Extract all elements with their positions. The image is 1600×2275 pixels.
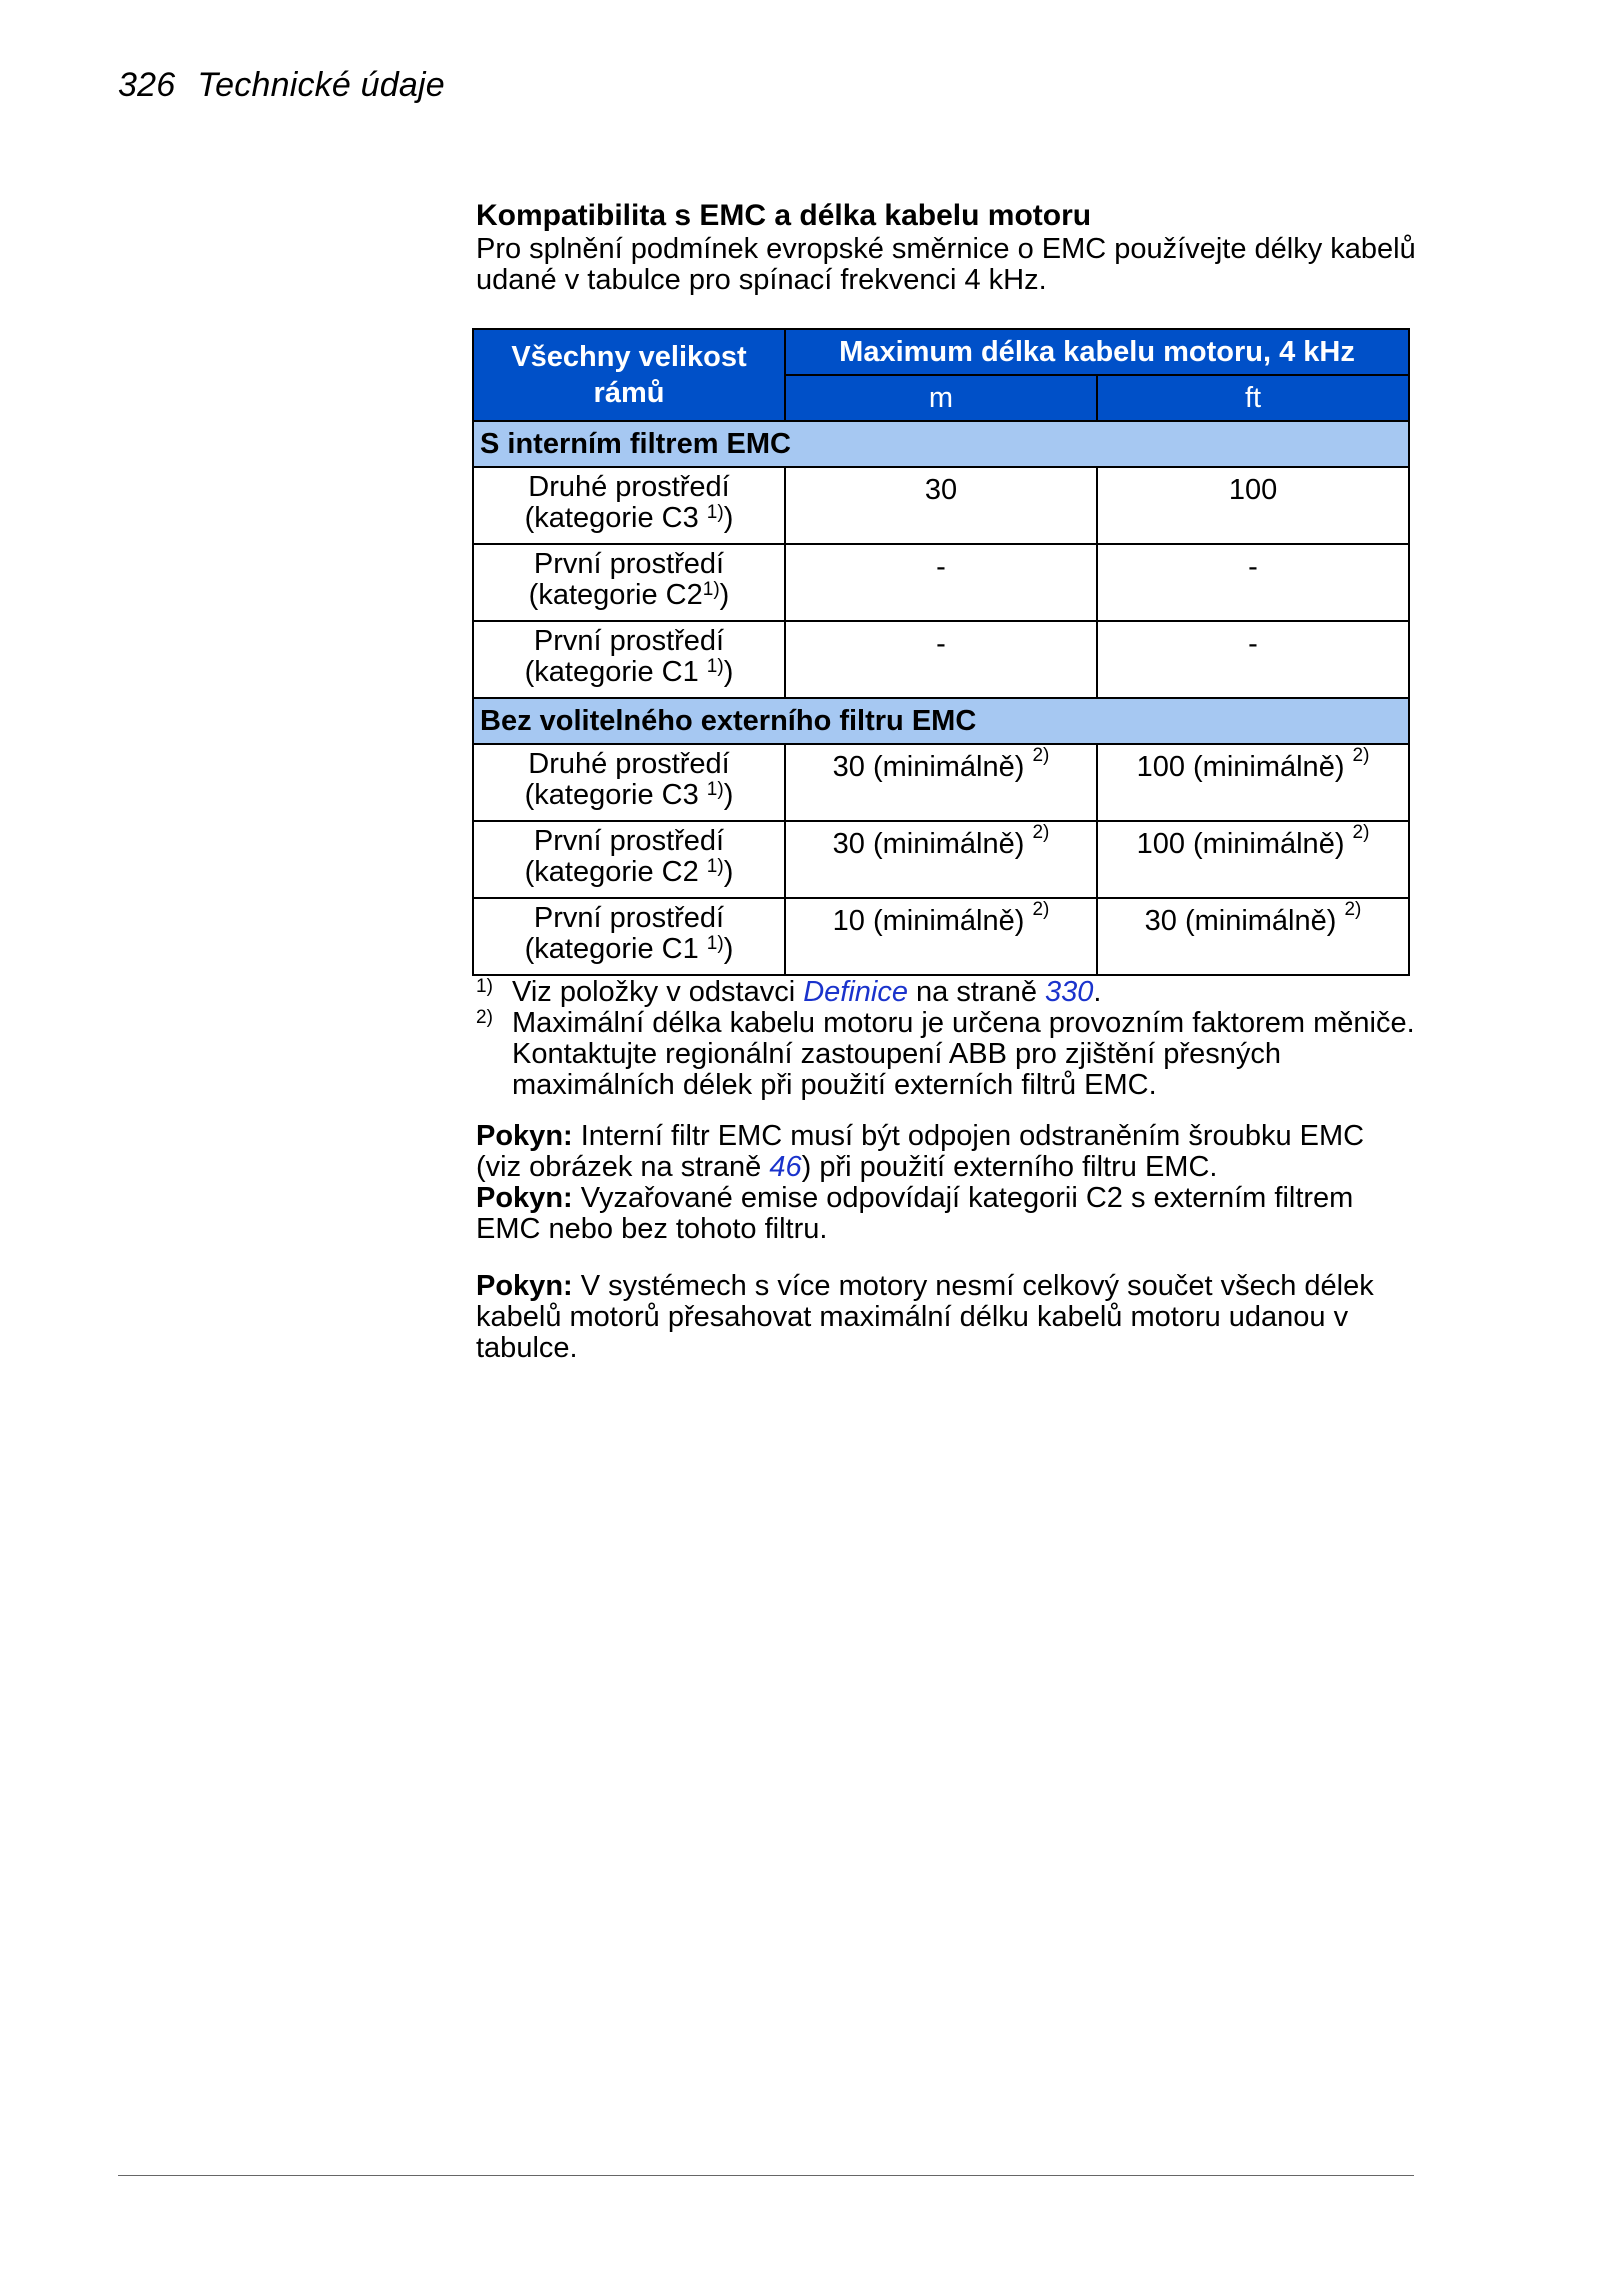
row-label: První prostředí (kategorie C1 $^{1)}$) (473, 898, 785, 975)
notes-block (476, 977, 1416, 1364)
row-label: První prostředí (kategorie C2$^{1)}$) (473, 544, 785, 621)
value-m: - (785, 544, 1097, 621)
footnote-text: Maximální délka kabelu motoru je určena provozním faktorem měniče. Kontaktujte regionální zastoupení ABB pro zjištění přesných maximálních délek při použití externích filtrů EMC. (512, 1007, 1415, 1101)
value-m: - (785, 621, 1097, 698)
max-length-header: Maximum délka kabelu motoru, 4 kHz (785, 329, 1409, 375)
value-ft: 100 (minimálně) $^{2)}$ (1097, 744, 1409, 821)
page-header (118, 66, 445, 105)
table-row (473, 821, 1409, 898)
unit-m-header: m (785, 375, 1097, 421)
note-1: Pokyn: Interní filtr EMC musí být odpojen odstraněním šroubku EMC (viz obrázek na straně 46) při použití externího filtru EMC. Pokyn: Vyzařované emise odpovídají kategorii C2 s externím filtrem EMC nebo bez tohoto filtru. (476, 1120, 1365, 1245)
value-ft: 100 (1097, 467, 1409, 544)
value-m: 30 (785, 467, 1097, 544)
row-label: Druhé prostředí (kategorie C3 $^{1)}$) (473, 467, 785, 544)
value-ft: - (1097, 621, 1409, 698)
table-row (473, 544, 1409, 621)
intro-text: Pro splnění podmínek evropské směrnice o EMC používejte délky kabelů udané v tabulce pro spínací frekvenci 4 kHz. (476, 233, 1416, 296)
cable-length-table (472, 328, 1410, 976)
definice-link[interactable]: Definice (803, 976, 908, 1008)
row-label: První prostředí (kategorie C1 $^{1)}$) (473, 621, 785, 698)
row-label: Druhé prostředí (kategorie C3 $^{1)}$) (473, 744, 785, 821)
footnote-mark: 1) (476, 976, 493, 997)
table-row (473, 621, 1409, 698)
footnote-1 (476, 977, 1416, 1008)
value-ft: 30 (minimálně) $^{2)}$ (1097, 898, 1409, 975)
value-ft: 100 (minimálně) $^{2)}$ (1097, 821, 1409, 898)
section-internal-filter: S interním filtrem EMC (473, 421, 1409, 467)
page-330-link[interactable]: 330 (1045, 976, 1094, 1008)
page-number: 326 (118, 66, 176, 104)
footnote-mark: 2) (476, 1007, 493, 1028)
section-no-external-filter: Bez volitelného externího filtru EMC (473, 698, 1409, 744)
table-row (473, 898, 1409, 975)
footnote-text: Viz položky v odstavci Definice na straně 330. (512, 976, 1102, 1008)
table-row (473, 467, 1409, 544)
note-3: Pokyn: V systémech s více motory nesmí celkový součet všech délek kabelů motorů přesahovat maximální délku kabelů motoru udanou v tabulce. (476, 1270, 1374, 1364)
intro-block (476, 198, 1416, 322)
section-heading: Kompatibilita s EMC a délka kabelu motoru (476, 199, 1092, 232)
row-label: První prostředí (kategorie C2 $^{1)}$) (473, 821, 785, 898)
table-row (473, 744, 1409, 821)
footnote-2 (476, 1008, 1416, 1101)
value-m: 30 (minimálně) $^{2)}$ (785, 821, 1097, 898)
footer-divider (118, 2175, 1414, 2176)
value-m: 30 (minimálně) $^{2)}$ (785, 744, 1097, 821)
page-46-link[interactable]: 46 (769, 1151, 802, 1183)
value-ft: - (1097, 544, 1409, 621)
unit-ft-header: ft (1097, 375, 1409, 421)
section-title: Technické údaje (197, 66, 445, 104)
frame-size-header: Všechny velikost rámů (473, 329, 785, 421)
value-m: 10 (minimálně) $^{2)}$ (785, 898, 1097, 975)
